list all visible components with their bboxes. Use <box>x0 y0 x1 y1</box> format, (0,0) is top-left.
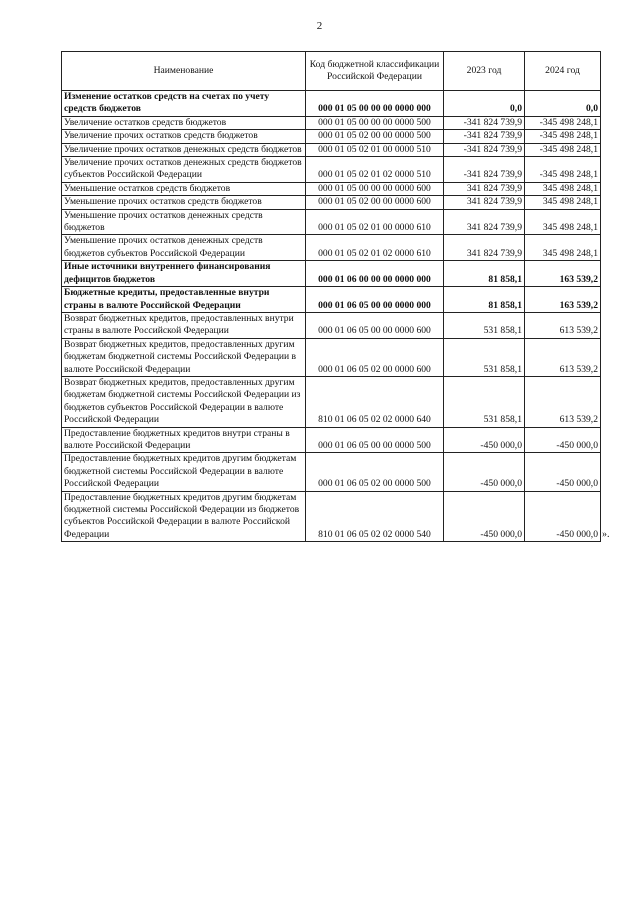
row-code: 810 01 06 05 02 02 0000 540 <box>306 491 444 542</box>
row-value-2024: 345 498 248,1 <box>525 196 601 209</box>
row-value-2023: -450 000,0 <box>444 491 525 542</box>
row-name: Предоставление бюджетных кредитов другим бюджетам бюджетной системы Российской Федерации в валюте Российской Федерации <box>62 453 306 491</box>
row-value-2023: -341 824 739,9 <box>444 143 525 156</box>
table-row <box>62 91 601 117</box>
row-code: 000 01 05 02 01 00 0000 610 <box>306 209 444 235</box>
table-row <box>62 287 601 313</box>
row-value-2023: 531 858,1 <box>444 312 525 338</box>
table-row <box>62 209 601 235</box>
header-code: Код бюджетной классификации Российской Федерации <box>306 52 444 91</box>
row-code: 000 01 06 05 02 00 0000 500 <box>306 453 444 491</box>
row-value-2024: 163 539,2 <box>525 261 601 287</box>
budget-sources-table <box>61 51 601 542</box>
row-value-2023: 341 824 739,9 <box>444 209 525 235</box>
table-row <box>62 453 601 491</box>
header-year-2024: 2024 год <box>525 52 601 91</box>
row-value-2024: -345 498 248,1 <box>525 143 601 156</box>
row-value-2024: 345 498 248,1 <box>525 235 601 261</box>
header-name: Наименование <box>62 52 306 91</box>
row-value-2023: 81 858,1 <box>444 287 525 313</box>
table-row <box>62 312 601 338</box>
table-row <box>62 182 601 195</box>
row-value-2023: 341 824 739,9 <box>444 235 525 261</box>
row-value-2024: -450 000,0 <box>525 491 601 542</box>
row-name: Увеличение прочих остатков средств бюджетов <box>62 130 306 143</box>
row-name: Увеличение прочих остатков денежных средств бюджетов <box>62 143 306 156</box>
row-code: 000 01 06 00 00 00 0000 000 <box>306 261 444 287</box>
row-value-2023: -341 824 739,9 <box>444 130 525 143</box>
row-value-2024: 613 539,2 <box>525 312 601 338</box>
row-code: 000 01 05 02 00 00 0000 500 <box>306 130 444 143</box>
row-code: 000 01 06 05 00 00 0000 000 <box>306 287 444 313</box>
table-body <box>62 91 601 542</box>
table-row <box>62 427 601 453</box>
row-value-2024: -345 498 248,1 <box>525 157 601 183</box>
page-number: 2 <box>316 20 323 32</box>
row-value-2023: 341 824 739,9 <box>444 182 525 195</box>
row-name: Предоставление бюджетных кредитов другим бюджетам бюджетной системы Российской Федерации из бюджетов субъектов Российской Федерации в валюте Российской Федерации <box>62 491 306 542</box>
row-value-2023: -450 000,0 <box>444 453 525 491</box>
row-name: Возврат бюджетных кредитов, предоставленных другим бюджетам бюджетной системы Российской Федерации в валюте Российской Федерации <box>62 338 306 376</box>
row-code: 000 01 06 05 00 00 0000 600 <box>306 312 444 338</box>
table-row <box>62 235 601 261</box>
row-value-2024: -450 000,0 <box>525 453 601 491</box>
row-code: 000 01 05 00 00 00 0000 600 <box>306 182 444 195</box>
row-value-2024: -345 498 248,1 <box>525 130 601 143</box>
row-value-2024: -345 498 248,1 <box>525 116 601 129</box>
row-value-2023: 341 824 739,9 <box>444 196 525 209</box>
row-value-2023: 531 858,1 <box>444 376 525 427</box>
row-value-2024: 163 539,2 <box>525 287 601 313</box>
row-code: 000 01 05 02 01 02 0000 510 <box>306 157 444 183</box>
table-row <box>62 143 601 156</box>
row-name: Возврат бюджетных кредитов, предоставленных внутри страны в валюте Российской Федерации <box>62 312 306 338</box>
row-value-2024: 345 498 248,1 <box>525 209 601 235</box>
row-name: Уменьшение остатков средств бюджетов <box>62 182 306 195</box>
table-row <box>62 130 601 143</box>
table-row <box>62 116 601 129</box>
table-row <box>62 157 601 183</box>
header-year-2023: 2023 год <box>444 52 525 91</box>
row-value-2023: -450 000,0 <box>444 427 525 453</box>
row-value-2024: 613 539,2 <box>525 338 601 376</box>
row-value-2024: -450 000,0 <box>525 427 601 453</box>
closing-quote-mark: ». <box>602 529 610 541</box>
row-name: Уменьшение прочих остатков денежных средств бюджетов <box>62 209 306 235</box>
row-code: 000 01 05 02 01 00 0000 510 <box>306 143 444 156</box>
row-code: 000 01 06 05 00 00 0000 500 <box>306 427 444 453</box>
row-code: 000 01 05 00 00 00 0000 000 <box>306 91 444 117</box>
table-header-row <box>62 52 601 91</box>
row-value-2023: -341 824 739,9 <box>444 157 525 183</box>
row-code: 000 01 05 00 00 00 0000 500 <box>306 116 444 129</box>
row-value-2023: 531 858,1 <box>444 338 525 376</box>
row-value-2024: 613 539,2 <box>525 376 601 427</box>
row-code: 000 01 05 02 00 00 0000 600 <box>306 196 444 209</box>
table-row <box>62 491 601 542</box>
row-name: Изменение остатков средств на счетах по учету средств бюджетов <box>62 91 306 117</box>
table-row <box>62 376 601 427</box>
row-name: Увеличение остатков средств бюджетов <box>62 116 306 129</box>
row-code: 000 01 06 05 02 00 0000 600 <box>306 338 444 376</box>
row-name: Предоставление бюджетных кредитов внутри страны в валюте Российской Федерации <box>62 427 306 453</box>
row-value-2024: 345 498 248,1 <box>525 182 601 195</box>
row-name: Бюджетные кредиты, предоставленные внутри страны в валюте Российской Федерации <box>62 287 306 313</box>
row-name: Уменьшение прочих остатков денежных средств бюджетов субъектов Российской Федерации <box>62 235 306 261</box>
table-row <box>62 261 601 287</box>
row-code: 000 01 05 02 01 02 0000 610 <box>306 235 444 261</box>
row-value-2024: 0,0 <box>525 91 601 117</box>
row-code: 810 01 06 05 02 02 0000 640 <box>306 376 444 427</box>
row-value-2023: 81 858,1 <box>444 261 525 287</box>
row-name: Уменьшение прочих остатков средств бюджетов <box>62 196 306 209</box>
row-name: Увеличение прочих остатков денежных средств бюджетов субъектов Российской Федерации <box>62 157 306 183</box>
row-value-2023: 0,0 <box>444 91 525 117</box>
row-name: Возврат бюджетных кредитов, предоставленных другим бюджетам бюджетной системы Российской Федерации из бюджетов субъектов Российской Федерации в валюте Российской Федерации <box>62 376 306 427</box>
table-row <box>62 338 601 376</box>
row-value-2023: -341 824 739,9 <box>444 116 525 129</box>
table-row <box>62 196 601 209</box>
row-name: Иные источники внутреннего финансирования дефицитов бюджетов <box>62 261 306 287</box>
